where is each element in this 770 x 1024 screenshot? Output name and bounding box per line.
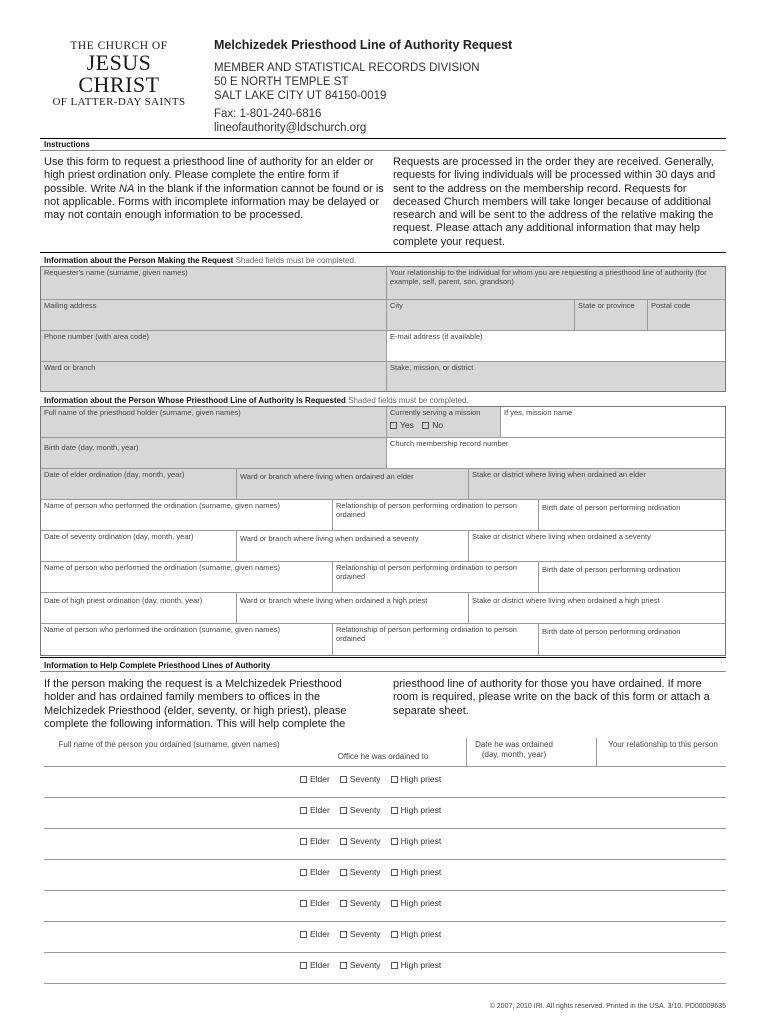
column-divider: [466, 738, 467, 766]
division-name: MEMBER AND STATISTICAL RECORDS DIVISION: [214, 62, 480, 74]
elder-option-label: Elder: [310, 836, 330, 846]
high-priest-option-label: High priest: [400, 960, 442, 970]
yes-checkbox[interactable]: [390, 422, 397, 429]
office-address: [214, 61, 480, 135]
holder-grid: [40, 406, 726, 656]
church-logo: [44, 40, 194, 108]
ordained-relationship-input[interactable]: [600, 953, 724, 982]
office-options: [300, 929, 451, 939]
hp-stake-field[interactable]: [469, 593, 725, 624]
seventy-performer-birth-label: Birth date of person performing ordination: [542, 565, 681, 574]
instructions-left-a: Use this form to request a priesthood line of authority for an elder or high priest ordination only. Please complete the entire form if possible. Write: [44, 156, 374, 195]
seventy-performer-name[interactable]: Name of person who performed the ordination (surname, given names): [41, 562, 333, 593]
seventy-stake-field[interactable]: Stake or district where living when ordained a seventy: [469, 531, 725, 562]
serving-mission-field: [387, 407, 501, 438]
elder-checkbox[interactable]: [300, 807, 307, 814]
ordained-name-input[interactable]: [44, 767, 294, 796]
logo-line-1: THE CHURCH OF: [70, 40, 168, 52]
high-priest-checkbox[interactable]: [391, 900, 398, 907]
hp-performer-birth[interactable]: [539, 624, 725, 655]
copyright-footer: © 2007, 2010 IRI. All rights reserved. Printed in the USA. 3/10. PD00009635: [489, 1003, 726, 1010]
elder-date-field[interactable]: Date of elder ordination (day, month, year): [41, 469, 237, 500]
postal-code-field[interactable]: Postal code: [648, 300, 725, 331]
high-priest-option-label: High priest: [400, 805, 442, 815]
requester-section-label: [44, 256, 356, 265]
elder-option-label: Elder: [310, 867, 330, 877]
requester-label: Information about the Person Making the Request: [44, 256, 234, 265]
instructions-left: [44, 156, 384, 222]
column-divider: [596, 738, 597, 766]
instructions-right: Requests are processed in the order they are received. Generally, requests for living individuals will be processed within 30 days and sent to the address on the membership record. Requests for deceased Church members will take longer because of additional research and will be sent to the address of the relative making the request. Please attach any additional information that may help complete your request.: [393, 156, 716, 248]
city-address: SALT LAKE CITY UT 84150-0019: [214, 90, 387, 102]
seventy-option-label: Seventy: [349, 805, 381, 815]
hp-date-field[interactable]: [41, 593, 237, 624]
ordained-date-input[interactable]: [470, 829, 594, 858]
serving-mission-label: Currently serving a mission: [390, 408, 481, 417]
ordained-relationship-input[interactable]: [600, 798, 724, 827]
elder-option-label: Elder: [310, 960, 330, 970]
col-date-header: Date he was ordained (day, month, year): [475, 740, 553, 759]
help-left-paragraph: If the person making the request is a Melchizedek Priesthood holder and has ordained family members to offices in the Melchizedek Priesthood (elder, seventy, or high priest), please complete the following information. This will help complete the: [44, 678, 347, 730]
seventy-ward-field[interactable]: [237, 531, 469, 562]
holder-label: Information about the Person Whose Priesthood Line of Authority Is Requested: [44, 396, 346, 405]
stake-field[interactable]: Stake, mission, or district: [387, 362, 725, 391]
record-number-field[interactable]: Church membership record number: [387, 438, 725, 469]
ordained-date-input[interactable]: [470, 891, 594, 920]
divider: [40, 150, 726, 151]
seventy-checkbox[interactable]: [340, 931, 347, 938]
city-field[interactable]: City: [387, 300, 575, 331]
seventy-performer-relationship[interactable]: Relationship of person performing ordination to person ordained: [333, 562, 539, 593]
street-address: 50 E NORTH TEMPLE ST: [214, 76, 349, 88]
elder-checkbox[interactable]: [300, 900, 307, 907]
contact-email: lineofauthority@ldschurch.org: [214, 122, 367, 134]
email-field[interactable]: E-mail address (if available): [387, 331, 725, 362]
hp-ward-label: Ward or branch where living when ordained a high priest: [240, 596, 428, 605]
seventy-option-label: Seventy: [349, 836, 381, 846]
divider: [40, 671, 726, 672]
elder-checkbox[interactable]: [300, 838, 307, 845]
seventy-ward-label: Ward or branch where living when ordained a seventy: [240, 534, 419, 543]
holder-fullname-field[interactable]: Full name of the priesthood holder (surname, given names): [41, 407, 387, 438]
high-priest-checkbox[interactable]: [391, 838, 398, 845]
high-priest-option-label: High priest: [400, 929, 442, 939]
hp-ward-field[interactable]: [237, 593, 469, 624]
elder-ward-label: Ward or branch where living when ordained an elder: [240, 472, 414, 481]
ordained-name-input[interactable]: [44, 798, 294, 827]
elder-performer-birth-label: Birth date of person performing ordination: [542, 503, 681, 512]
seventy-checkbox[interactable]: [340, 807, 347, 814]
ordained-relationship-input[interactable]: [600, 767, 724, 796]
hp-date-label: Date of high priest ordination (day, month, year): [44, 596, 203, 605]
instructions-left-b: in the blank if the information cannot be found or is not applicable. Forms with incomplete information may be delayed or may not contain enough information to be processed.: [44, 182, 384, 222]
elder-checkbox[interactable]: [300, 931, 307, 938]
ward-field[interactable]: Ward or branch: [41, 362, 387, 391]
seventy-option-label: Seventy: [349, 867, 381, 877]
relationship-field[interactable]: Your relationship to the individual for whom you are requesting a priesthood line of authority (for example, self, parent, son, grandson): [387, 267, 725, 300]
ordained-date-input[interactable]: [470, 953, 594, 982]
fax-number: Fax: 1-801-240-6816: [214, 108, 322, 120]
high-priest-option-label: High priest: [400, 898, 442, 908]
hp-performer-name[interactable]: Name of person who performed the ordination (surname, given names): [41, 624, 333, 655]
instructions-left-na: NA: [119, 182, 135, 195]
seventy-option-label: Seventy: [349, 774, 381, 784]
high-priest-option-label: High priest: [400, 836, 442, 846]
ordained-name-input[interactable]: [44, 891, 294, 920]
ordained-relationship-input[interactable]: [600, 891, 724, 920]
office-options: [300, 898, 451, 908]
state-field[interactable]: State or province: [575, 300, 648, 331]
elder-option-label: Elder: [310, 898, 330, 908]
no-label: No: [432, 420, 444, 430]
elder-ward-field[interactable]: [237, 469, 469, 500]
requester-name-field[interactable]: Requester's name (surname, given names): [41, 267, 387, 300]
seventy-option-label: Seventy: [349, 960, 381, 970]
elder-checkbox[interactable]: [300, 776, 307, 783]
office-options: [300, 774, 451, 784]
seventy-performer-birth[interactable]: [539, 562, 725, 593]
high-priest-checkbox[interactable]: [391, 776, 398, 783]
office-options: [300, 836, 451, 846]
ordained-date-input[interactable]: [470, 798, 594, 827]
seventy-date-field[interactable]: Date of seventy ordination (day, month, year): [41, 531, 237, 562]
high-priest-option-label: High priest: [400, 774, 442, 784]
ordained-date-input[interactable]: [470, 922, 594, 951]
office-options: [300, 867, 451, 877]
office-options: [300, 805, 451, 815]
seventy-checkbox[interactable]: [340, 962, 347, 969]
seventy-option-label: Seventy: [349, 898, 381, 908]
col-name-header: Full name of the person you ordained (surname, given names): [58, 740, 280, 749]
phone-field[interactable]: Phone number (with area code): [41, 331, 387, 362]
hp-performer-relationship[interactable]: Relationship of person performing ordination to person ordained: [333, 624, 539, 655]
high-priest-checkbox[interactable]: [391, 869, 398, 876]
divider: [40, 138, 726, 139]
ordained-date-input[interactable]: [470, 860, 594, 889]
divider: [40, 252, 726, 253]
logo-line-2: JESUS CHRIST: [78, 50, 160, 97]
birth-date-field[interactable]: [41, 438, 387, 469]
instructions-label: Instructions: [44, 140, 90, 149]
elder-checkbox[interactable]: [300, 869, 307, 876]
seventy-option-label: Seventy: [349, 929, 381, 939]
no-checkbox[interactable]: [422, 422, 429, 429]
elder-performer-name[interactable]: Name of person who performed the ordination (surname, given names): [41, 500, 333, 531]
hp-stake-label: Stake or district where living when ordained a high priest: [472, 596, 660, 605]
ordained-date-input[interactable]: [470, 767, 594, 796]
elder-option-label: Elder: [310, 805, 330, 815]
ordained-name-input[interactable]: [44, 829, 294, 858]
requester-note: Shaded fields must be completed.: [235, 256, 357, 265]
high-priest-checkbox[interactable]: [391, 962, 398, 969]
high-priest-option-label: High priest: [400, 867, 442, 877]
holder-section-label: [44, 396, 469, 405]
seventy-checkbox[interactable]: [340, 900, 347, 907]
hp-performer-birth-label: Birth date of person performing ordination: [542, 627, 681, 636]
seventy-checkbox[interactable]: [340, 838, 347, 845]
yes-label: Yes: [400, 420, 414, 430]
requester-grid: [40, 266, 726, 392]
ordained-name-input[interactable]: [44, 922, 294, 951]
ordained-name-input[interactable]: [44, 953, 294, 982]
holder-note: Shaded fields must be completed.: [348, 396, 469, 405]
elder-stake-field[interactable]: Stake or district where living when ordained an elder: [469, 469, 725, 500]
mission-name-field[interactable]: If yes, mission name: [501, 407, 725, 438]
office-options: [300, 960, 451, 970]
table-row-line: [44, 983, 726, 984]
form-title: Melchizedek Priesthood Line of Authority Request: [214, 38, 513, 52]
seventy-checkbox[interactable]: [340, 776, 347, 783]
col-relationship-header: Your relationship to this person: [608, 740, 718, 749]
high-priest-checkbox[interactable]: [391, 807, 398, 814]
ordained-relationship-input[interactable]: [600, 860, 724, 889]
divider: [40, 657, 726, 658]
elder-performer-relationship[interactable]: Relationship of person performing ordination to person ordained: [333, 500, 539, 531]
elder-performer-birth[interactable]: [539, 500, 725, 531]
help-label: Information to Help Complete Priesthood Lines of Authority: [44, 661, 271, 670]
ordained-relationship-input[interactable]: [600, 922, 724, 951]
elder-checkbox[interactable]: [300, 962, 307, 969]
mailing-address-field[interactable]: Mailing address: [41, 300, 387, 331]
logo-line-3: OF LATTER-DAY SAINTS: [52, 96, 186, 108]
high-priest-checkbox[interactable]: [391, 931, 398, 938]
elder-option-label: Elder: [310, 929, 330, 939]
birth-date-label: Birth date (day, month, year): [44, 443, 139, 452]
help-right-paragraph: priesthood line of authority for those you have ordained. If more room is required, please write on the back of this form or attach a separate sheet.: [393, 678, 710, 717]
seventy-checkbox[interactable]: [340, 869, 347, 876]
col-office-header: Office he was ordained to: [337, 752, 429, 761]
ordained-name-input[interactable]: [44, 860, 294, 889]
elder-option-label: Elder: [310, 774, 330, 784]
ordained-relationship-input[interactable]: [600, 829, 724, 858]
